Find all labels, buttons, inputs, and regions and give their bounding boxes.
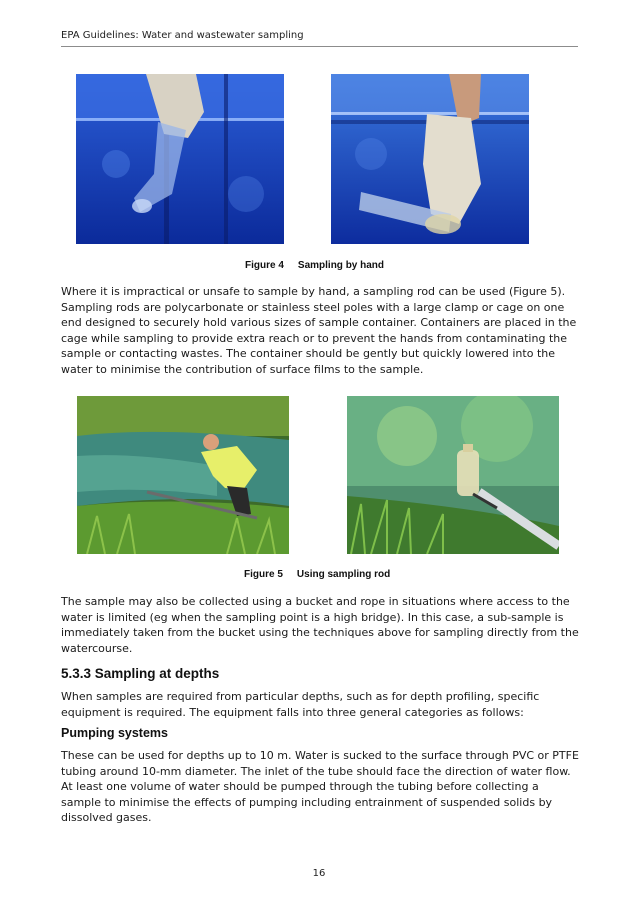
- header-rule: [61, 46, 578, 47]
- page-number: 16: [312, 868, 326, 879]
- running-header: EPA Guidelines: Water and wastewater sampling: [61, 30, 304, 41]
- figure-4-caption: [245, 260, 384, 271]
- figure-4-number: Figure 4: [245, 260, 284, 271]
- paragraph-bucket-and-rope: The sample may also be collected using a bucket and rope in situations where access to the water is limited (eg when the sampling point is a high bridge). In this case, a sub-sample is immediately taken from the bucket using the techniques above for sampling directly from the watercourse.: [61, 595, 579, 655]
- photo-sampling-rod-with-bottle: [347, 396, 559, 554]
- subheading-pumping-systems: Pumping systems: [61, 726, 168, 740]
- photo-hand-sampling-bottle-lowered: [331, 74, 529, 244]
- figure-4-title: Sampling by hand: [297, 260, 385, 271]
- paragraph-sampling-rod: Where it is impractical or unsafe to sample by hand, a sampling rod can be used (Figure 5). Sampling rods are polycarbonate or stainless steel poles with a large clamp or cage on one end designed to securely hold various sizes of sample container. Containers are placed in the cage while sampling to provide extra reach or to prevent the hands from contaminating the sample or contacting wastes. The container should be gently but quickly lowered into the water to minimise the contribution of surface films to the sample.: [61, 285, 577, 376]
- figure-5-number: Figure 5: [244, 569, 283, 580]
- figure-5-title: Using sampling rod: [296, 569, 391, 580]
- photo-person-with-sampling-rod: [77, 396, 289, 554]
- photo-hand-sampling-bottle-submerged: [76, 74, 284, 244]
- figure-5-caption: [244, 569, 390, 580]
- paragraph-depth-equipment: When samples are required from particular depths, such as for depth profiling, specific equipment is required. The equipment falls into three general categories as follows:: [61, 690, 540, 719]
- section-heading-sampling-at-depths: 5.3.3 Sampling at depths: [61, 666, 220, 681]
- paragraph-pumping-systems: These can be used for depths up to 10 m. Water is sucked to the surface through PVC or PTFE tubing around 10-mm diameter. The inlet of the tube should face the direction of water flow. At least one volume of water should be pumped through the tubing before collecting a sample to minimise the effects of pumping including entrainment of suspended solids by dissolved gases.: [61, 749, 579, 825]
